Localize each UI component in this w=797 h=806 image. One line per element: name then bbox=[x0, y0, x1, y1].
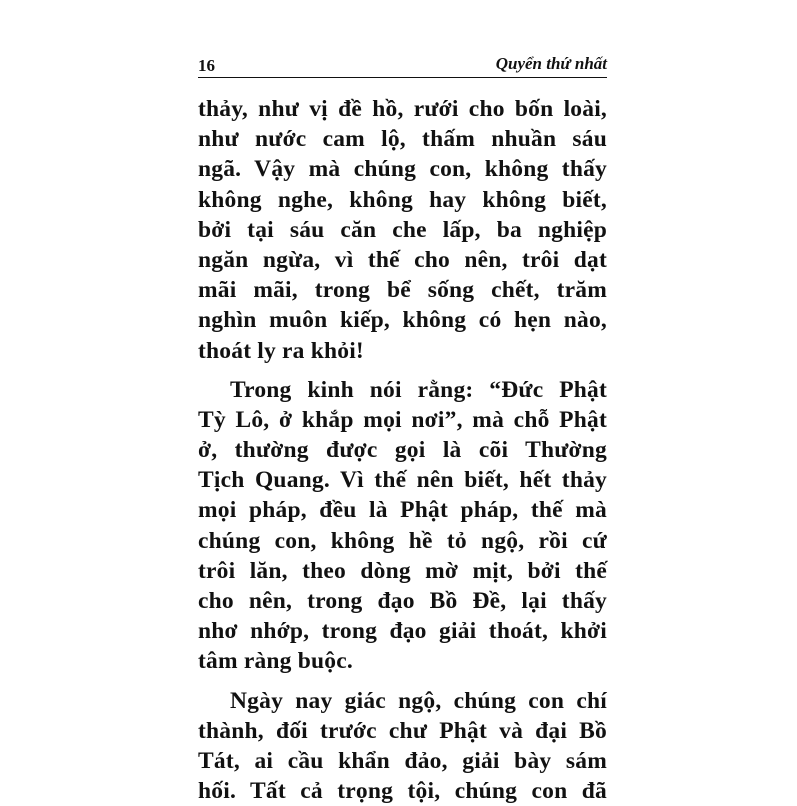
text-line: thành, đối trước chư Phật và đại Bồ bbox=[198, 717, 607, 744]
text-line: Tỳ Lô, ở khắp mọi nơi”, mà chỗ Phật bbox=[198, 406, 607, 433]
text-line: ở, thường được gọi là cõi Thường bbox=[198, 437, 607, 464]
text-line: mọi pháp, đều là Phật pháp, thế mà bbox=[198, 497, 607, 524]
text-line: trôi lăn, theo dòng mờ mịt, bởi thế bbox=[198, 557, 607, 584]
paragraph-3 bbox=[198, 686, 607, 806]
text-line: Trong kinh nói rằng: “Đức Phật bbox=[230, 376, 607, 403]
header-rule bbox=[198, 77, 607, 78]
text-line: ngăn ngừa, vì thế cho nên, trôi dạt bbox=[198, 246, 607, 273]
body-text bbox=[198, 94, 607, 806]
text-line: chúng con, không hề tỏ ngộ, rồi cứ bbox=[198, 527, 607, 554]
text-line: mãi mãi, trong bể sống chết, trăm bbox=[198, 277, 607, 304]
text-line: nhơ nhớp, trong đạo giải thoát, khởi bbox=[198, 618, 607, 645]
text-line: tâm ràng buộc. bbox=[198, 648, 353, 675]
page-number: 16 bbox=[198, 56, 215, 75]
paragraph-1 bbox=[198, 94, 607, 366]
text-line: Tịch Quang. Vì thế nên biết, hết thảy bbox=[198, 467, 607, 494]
text-line: không nghe, không hay không biết, bbox=[198, 186, 607, 213]
text-line: ngã. Vậy mà chúng con, không thấy bbox=[198, 156, 607, 183]
page-header bbox=[198, 50, 607, 78]
text-line: nghìn muôn kiếp, không có hẹn nào, bbox=[198, 307, 607, 334]
text-line: hối. Tất cả trọng tội, chúng con đã bbox=[198, 778, 607, 805]
text-line: cho nên, trong đạo Bồ Đề, lại thấy bbox=[198, 588, 607, 614]
running-title: Quyển thứ nhất bbox=[495, 54, 607, 73]
paragraph-2 bbox=[198, 375, 607, 677]
text-line: như nước cam lộ, thấm nhuần sáu bbox=[198, 126, 607, 153]
text-line: thoát ly ra khỏi! bbox=[198, 337, 364, 364]
text-line: thảy, như vị đề hồ, rưới cho bốn loài, bbox=[198, 96, 607, 122]
text-line: Ngày nay giác ngộ, chúng con chí bbox=[230, 687, 607, 714]
text-line: Tát, ai cầu khẩn đảo, giải bày sám bbox=[198, 747, 607, 774]
text-line: bởi tại sáu căn che lấp, ba nghiệp bbox=[198, 216, 607, 243]
